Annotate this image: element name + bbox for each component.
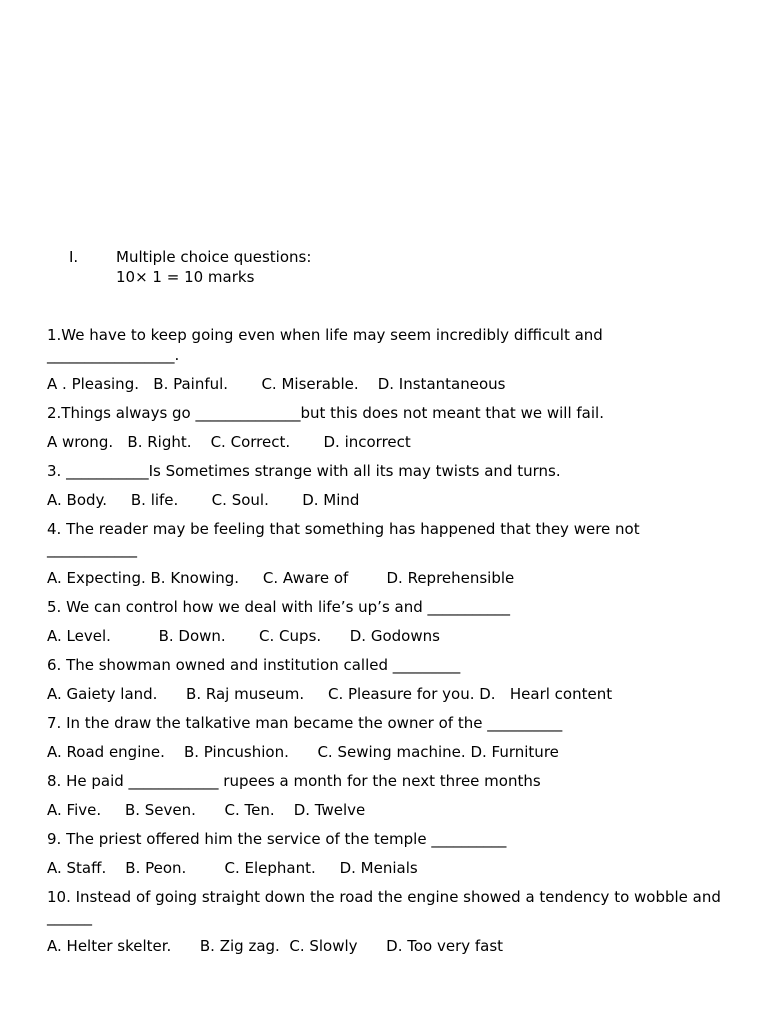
question-2-options: A wrong. B. Right. C. Correct. D. incorrect: [47, 433, 411, 451]
question-1-text: 1.We have to keep going even when life may seem incredibly difficult and _________________.: [47, 326, 608, 364]
question-5-text: 5. We can control how we deal with life’s up’s and ___________: [47, 598, 511, 616]
question-8-options: A. Five. B. Seven. C. Ten. D. Twelve: [47, 801, 366, 819]
question-7-text: 7. In the draw the talkative man became the owner of the __________: [47, 714, 563, 732]
section-marks: 10× 1 = 10 marks: [116, 268, 255, 286]
question-list: [47, 325, 727, 965]
question-8-text: 8. He paid ____________ rupees a month for the next three months: [47, 772, 541, 790]
question-10-text: 10. Instead of going straight down the road the engine showed a tendency to wobble and ______: [47, 888, 726, 926]
question-5-options: A. Level. B. Down. C. Cups. D. Godowns: [47, 627, 440, 645]
section-number: I.: [69, 248, 79, 266]
question-9-text: 9. The priest offered him the service of the temple __________: [47, 830, 507, 848]
question-7-options: A. Road engine. B. Pincushion. C. Sewing machine. D. Furniture: [47, 743, 559, 761]
question-9-options: A. Staff. B. Peon. C. Elephant. D. Menials: [47, 859, 418, 877]
question-6-text: 6. The showman owned and institution called _________: [47, 656, 461, 674]
question-6-options: A. Gaiety land. B. Raj museum. C. Pleasure for you. D. Hearl content: [47, 685, 613, 703]
question-3-text: 3. ___________Is Sometimes strange with all its may twists and turns.: [47, 462, 561, 480]
question-4-options: A. Expecting. B. Knowing. C. Aware of D. Reprehensible: [47, 569, 515, 587]
question-10-options: A. Helter skelter. B. Zig zag. C. Slowly D. Too very fast: [47, 937, 504, 955]
question-1-options: A . Pleasing. B. Painful. C. Miserable. D. Instantaneous: [47, 375, 506, 393]
question-2-text: 2.Things always go ______________but this does not meant that we will fail.: [47, 404, 604, 422]
question-4-text: 4. The reader may be feeling that something has happened that they were not ____________: [47, 520, 645, 558]
section-title: Multiple choice questions:: [116, 248, 312, 266]
question-3-options: A. Body. B. life. C. Soul. D. Mind: [47, 491, 360, 509]
